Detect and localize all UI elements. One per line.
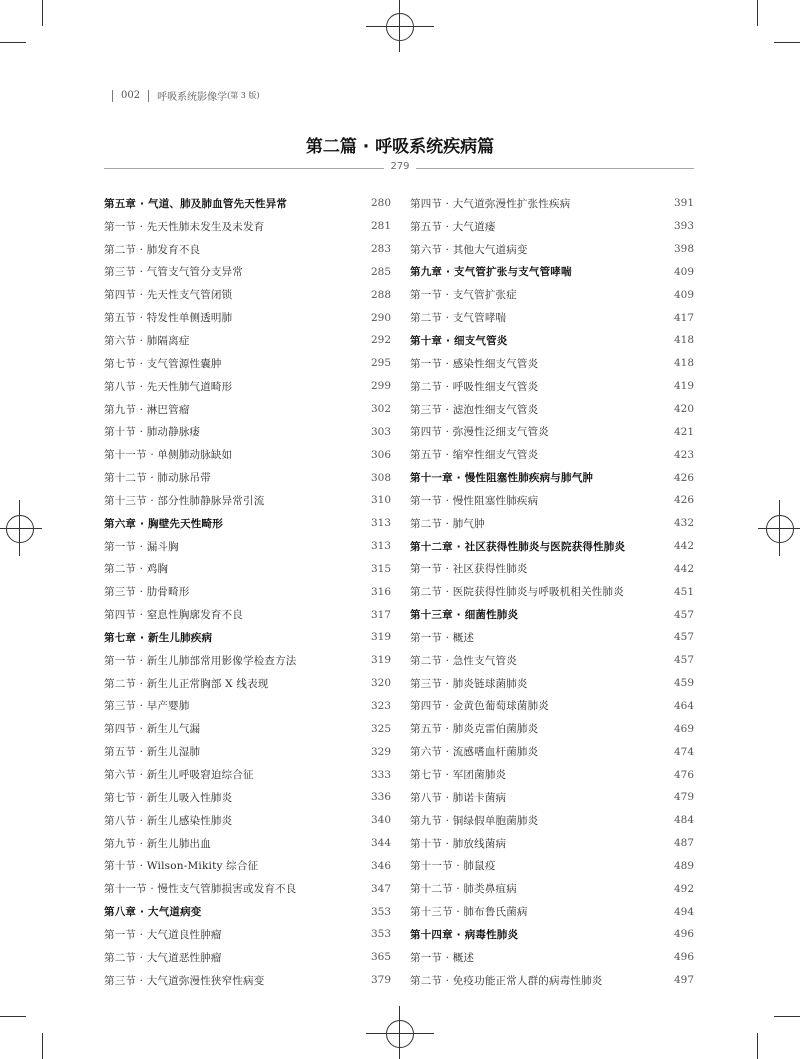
page-number: 280 <box>370 197 391 210</box>
section-title: 第十节 · 肺放线菌病 <box>410 837 507 850</box>
section-title: 第十三节 · 部分性肺静脉异常引流 <box>104 494 265 507</box>
toc-section-entry[interactable] <box>410 375 694 398</box>
toc-section-entry[interactable] <box>104 695 391 718</box>
toc-section-entry[interactable] <box>410 763 694 786</box>
toc-section-entry[interactable] <box>410 946 694 969</box>
section-title: 第一节 · 漏斗胸 <box>104 540 179 553</box>
toc-right-column <box>410 192 694 992</box>
section-title: 第五节 · 肺炎克雷伯菌肺炎 <box>410 723 539 736</box>
toc-section-entry[interactable] <box>410 649 694 672</box>
toc-section-entry[interactable] <box>104 672 391 695</box>
page-number: 489 <box>673 859 694 872</box>
chapter-title: 第十二章 · 社区获得性肺炎与医院获得性肺炎 <box>410 540 626 553</box>
page-number: 283 <box>370 243 391 256</box>
page-number: 457 <box>673 608 694 621</box>
page-number: 417 <box>673 311 694 324</box>
section-title: 第十二节 · 肺动脉吊带 <box>104 472 211 485</box>
page-number: 457 <box>673 654 694 667</box>
toc-section-entry[interactable] <box>410 558 694 581</box>
toc-chapter-entry[interactable] <box>410 261 694 284</box>
section-title: 第二节 · 急性支气管炎 <box>410 654 517 667</box>
toc-section-entry[interactable] <box>410 443 694 466</box>
page-number: 492 <box>673 882 694 895</box>
page-number: 315 <box>370 562 391 575</box>
toc-chapter-entry[interactable] <box>410 923 694 946</box>
toc-chapter-entry[interactable] <box>104 512 391 535</box>
page-number: 459 <box>673 677 694 690</box>
page-number: 302 <box>370 403 391 416</box>
chapter-title: 第十四章 · 病毒性肺炎 <box>410 928 519 941</box>
part-title: 第二篇 · 呼吸系统疾病篇 <box>305 137 495 157</box>
page-number: 323 <box>370 699 391 712</box>
toc-section-entry[interactable] <box>104 923 391 946</box>
page-number: 423 <box>673 448 694 461</box>
toc-chapter-entry[interactable] <box>104 900 391 923</box>
page-number: 310 <box>370 494 391 507</box>
section-title: 第三节 · 气管支气管分支异常 <box>104 266 244 279</box>
toc-section-entry[interactable] <box>410 283 694 306</box>
section-title: 第十一节 · 慢性支气管肺损害或发育不良 <box>104 883 297 896</box>
page-number: 313 <box>370 540 391 553</box>
toc-section-entry[interactable] <box>410 969 694 992</box>
toc-section-entry[interactable] <box>104 558 391 581</box>
page-number: 316 <box>370 585 391 598</box>
section-title: 第三节 · 肋骨畸形 <box>104 586 190 599</box>
toc-section-entry[interactable] <box>410 877 694 900</box>
toc-section-entry[interactable] <box>104 946 391 969</box>
toc-chapter-entry[interactable] <box>410 329 694 352</box>
section-title: 第四节 · 弥漫性泛细支气管炎 <box>410 426 550 439</box>
toc-chapter-entry[interactable] <box>410 603 694 626</box>
toc-chapter-entry[interactable] <box>104 192 391 215</box>
toc-section-entry[interactable] <box>104 215 391 238</box>
crop-mark <box>757 0 758 26</box>
title-rule-right <box>416 168 694 169</box>
running-header <box>104 88 260 103</box>
toc-section-entry[interactable] <box>104 261 391 284</box>
page-number: 426 <box>673 471 694 484</box>
chapter-title: 第十三章 · 细菌性肺炎 <box>410 609 519 622</box>
page-number: 419 <box>673 380 694 393</box>
chapter-title: 第十一章 · 慢性阻塞性肺疾病与肺气肿 <box>410 472 594 485</box>
section-title: 第二节 · 肺发育不良 <box>104 243 201 256</box>
page-number: 347 <box>370 882 391 895</box>
chapter-title: 第八章 · 大气道病变 <box>104 906 202 919</box>
toc-section-entry[interactable] <box>104 375 391 398</box>
toc-section-entry[interactable] <box>410 398 694 421</box>
page-number: 476 <box>673 768 694 781</box>
page-number: 420 <box>673 403 694 416</box>
section-title: 第五节 · 特发性单侧透明肺 <box>104 312 233 325</box>
section-title: 第九节 · 淋巴管瘤 <box>104 403 190 416</box>
page-number: 336 <box>370 791 391 804</box>
toc-section-entry[interactable] <box>410 900 694 923</box>
page-number: 365 <box>370 951 391 964</box>
toc-chapter-entry[interactable] <box>104 626 391 649</box>
page-number: 308 <box>370 471 391 484</box>
page-number: 464 <box>673 699 694 712</box>
section-title: 第八节 · 新生儿感染性肺炎 <box>104 814 233 827</box>
toc-section-entry[interactable] <box>104 740 391 763</box>
toc-section-entry[interactable] <box>410 420 694 443</box>
page-number: 432 <box>673 517 694 530</box>
section-title: 第四节 · 窒息性胸廓发育不良 <box>104 609 244 622</box>
page-number: 379 <box>370 974 391 987</box>
section-title: 第十一节 · 单侧肺动脉缺如 <box>104 449 233 462</box>
section-title: 第一节 · 社区获得性肺炎 <box>410 563 528 576</box>
toc-section-entry[interactable] <box>104 854 391 877</box>
chapter-title: 第九章 · 支气管扩张与支气管哮喘 <box>410 266 572 279</box>
page-number: 426 <box>673 494 694 507</box>
page-number: 479 <box>673 791 694 804</box>
page-number: 319 <box>370 631 391 644</box>
toc-section-entry[interactable] <box>410 306 694 329</box>
toc-section-entry[interactable] <box>410 854 694 877</box>
toc-section-entry[interactable] <box>104 398 391 421</box>
page-number: 497 <box>673 974 694 987</box>
page-number: 353 <box>370 928 391 941</box>
section-title: 第五节 · 缩窄性细支气管炎 <box>410 449 539 462</box>
header-book-title: 呼吸系统影像学 <box>157 92 228 103</box>
registration-line <box>366 1033 434 1034</box>
page-number: 398 <box>673 243 694 256</box>
section-title: 第二节 · 鸡胸 <box>104 563 169 576</box>
toc-left-column <box>104 192 391 992</box>
section-title: 第七节 · 新生儿吸入性肺炎 <box>104 791 233 804</box>
page-number: 393 <box>673 220 694 233</box>
registration-mark-right <box>766 515 794 543</box>
toc-section-entry[interactable] <box>104 283 391 306</box>
section-title: 第三节 · 肺炎链球菌肺炎 <box>410 677 528 690</box>
chapter-title: 第六章 · 胸壁先天性畸形 <box>104 517 223 530</box>
registration-mark-bottom <box>386 1020 414 1048</box>
registration-line <box>779 500 780 556</box>
toc-section-entry[interactable] <box>104 466 391 489</box>
section-title: 第十节 · Wilson-Mikity 综合征 <box>104 860 259 873</box>
page-number: 391 <box>673 197 694 210</box>
section-title: 第八节 · 先天性肺气道畸形 <box>104 380 233 393</box>
crop-mark <box>757 1033 758 1059</box>
toc-section-entry[interactable] <box>104 832 391 855</box>
page-number: 319 <box>370 654 391 667</box>
crop-mark <box>0 1016 26 1017</box>
toc-section-entry[interactable] <box>104 420 391 443</box>
page-number: 295 <box>370 357 391 370</box>
toc-section-entry[interactable] <box>104 352 391 375</box>
section-title: 第四节 · 金黄色葡萄球菌肺炎 <box>410 700 550 713</box>
page-number: 487 <box>673 837 694 850</box>
section-title: 第一节 · 大气道良性肿瘤 <box>104 928 222 941</box>
section-title: 第六节 · 新生儿呼吸窘迫综合征 <box>104 769 254 782</box>
page-number: 409 <box>673 265 694 278</box>
section-title: 第三节 · 大气道弥漫性狭窄性病变 <box>104 974 265 987</box>
section-title: 第七节 · 军团菌肺炎 <box>410 769 507 782</box>
page-number: 474 <box>673 745 694 758</box>
crop-mark <box>774 1016 800 1017</box>
section-title: 第六节 · 流感嗜血杆菌肺炎 <box>410 746 539 759</box>
toc-section-entry[interactable] <box>104 489 391 512</box>
page-number: 496 <box>673 928 694 941</box>
page-number: 494 <box>673 905 694 918</box>
page-number: 340 <box>370 814 391 827</box>
toc-section-entry[interactable] <box>104 969 391 992</box>
crop-mark <box>774 42 800 43</box>
toc-section-entry[interactable] <box>410 695 694 718</box>
section-title: 第六节 · 肺隔离症 <box>104 334 190 347</box>
section-title: 第九节 · 新生儿肺出血 <box>104 837 211 850</box>
section-title: 第一节 · 新生儿肺部常用影像学检查方法 <box>104 654 297 667</box>
page-number: 333 <box>370 768 391 781</box>
section-title: 第一节 · 概述 <box>410 951 475 964</box>
page-number: 317 <box>370 608 391 621</box>
toc-section-entry[interactable] <box>104 717 391 740</box>
page-number: 285 <box>370 265 391 278</box>
section-title: 第四节 · 大气道弥漫性扩张性疾病 <box>410 197 571 210</box>
page-number: 353 <box>370 905 391 918</box>
page-number: 288 <box>370 288 391 301</box>
section-title: 第九节 · 铜绿假单胞菌肺炎 <box>410 814 539 827</box>
header-edition: (第 3 版) <box>227 91 260 100</box>
page-number: 418 <box>673 357 694 370</box>
section-title: 第一节 · 慢性阻塞性肺疾病 <box>410 494 539 507</box>
toc-section-entry[interactable] <box>410 740 694 763</box>
page-number: 329 <box>370 745 391 758</box>
toc-section-entry[interactable] <box>410 626 694 649</box>
toc-chapter-entry[interactable] <box>410 466 694 489</box>
page-number: 303 <box>370 425 391 438</box>
section-title: 第六节 · 其他大气道病变 <box>410 243 528 256</box>
page-number: 281 <box>370 220 391 233</box>
page-number: 496 <box>673 951 694 964</box>
section-title: 第四节 · 先天性支气管闭锁 <box>104 289 233 302</box>
page-number: 457 <box>673 631 694 644</box>
crop-mark <box>42 1033 43 1059</box>
header-divider <box>148 90 149 102</box>
toc-section-entry[interactable] <box>104 603 391 626</box>
page-number: 451 <box>673 585 694 598</box>
section-title: 第二节 · 大气道恶性肿瘤 <box>104 951 222 964</box>
section-title: 第二节 · 支气管哮喘 <box>410 312 507 325</box>
toc-section-entry[interactable] <box>104 877 391 900</box>
section-title: 第一节 · 概述 <box>410 631 475 644</box>
toc-section-entry[interactable] <box>410 786 694 809</box>
toc-section-entry[interactable] <box>410 832 694 855</box>
crop-mark <box>42 0 43 26</box>
toc-section-entry[interactable] <box>104 329 391 352</box>
page-number: 344 <box>370 837 391 850</box>
toc-section-entry[interactable] <box>410 717 694 740</box>
page-number: 313 <box>370 517 391 530</box>
page-number: 325 <box>370 722 391 735</box>
section-title: 第一节 · 先天性肺未发生及未发育 <box>104 220 265 233</box>
section-title: 第五节 · 新生儿湿肺 <box>104 746 201 759</box>
toc-section-entry[interactable] <box>410 238 694 261</box>
header-page-number: 002 <box>121 90 141 101</box>
section-title: 第二节 · 新生儿正常胸部 X 线表现 <box>104 677 269 690</box>
page-number: 346 <box>370 859 391 872</box>
toc-section-entry[interactable] <box>104 786 391 809</box>
section-title: 第二节 · 肺气肿 <box>410 517 485 530</box>
toc-section-entry[interactable] <box>410 672 694 695</box>
toc-section-entry[interactable] <box>410 580 694 603</box>
registration-mark-top <box>386 13 414 41</box>
section-title: 第四节 · 新生儿气漏 <box>104 723 201 736</box>
page-number: 306 <box>370 448 391 461</box>
toc-section-entry[interactable] <box>104 535 391 558</box>
toc-section-entry[interactable] <box>104 649 391 672</box>
section-title: 第三节 · 滤泡性细支气管炎 <box>410 403 539 416</box>
header-divider <box>112 90 113 102</box>
toc-section-entry[interactable] <box>410 215 694 238</box>
page-number: 418 <box>673 334 694 347</box>
section-title: 第十三节 · 肺布鲁氏菌病 <box>410 906 528 919</box>
toc-section-entry[interactable] <box>410 489 694 512</box>
toc-section-entry[interactable] <box>410 192 694 215</box>
section-title: 第十二节 · 肺类鼻疽病 <box>410 883 517 896</box>
section-title: 第五节 · 大气道瘘 <box>410 220 496 233</box>
section-title: 第二节 · 医院获得性肺炎与呼吸机相关性肺炎 <box>410 586 624 599</box>
page-number: 442 <box>673 562 694 575</box>
section-title: 第三节 · 早产婴肺 <box>104 700 190 713</box>
chapter-title: 第五章 · 气道、肺及肺血管先天性异常 <box>104 197 288 210</box>
part-page-number: 279 <box>390 161 410 172</box>
toc-section-entry[interactable] <box>104 580 391 603</box>
registration-mark-left <box>6 515 34 543</box>
page-number: 292 <box>370 334 391 347</box>
page-number: 421 <box>673 425 694 438</box>
toc-section-entry[interactable] <box>104 306 391 329</box>
registration-line <box>0 528 42 529</box>
section-title: 第七节 · 支气管源性囊肿 <box>104 357 222 370</box>
toc-chapter-entry[interactable] <box>410 535 694 558</box>
page-number: 290 <box>370 311 391 324</box>
section-title: 第八节 · 肺诺卡菌病 <box>410 791 507 804</box>
page-number: 299 <box>370 380 391 393</box>
toc-section-entry[interactable] <box>104 763 391 786</box>
registration-line <box>19 500 20 556</box>
chapter-title: 第七章 · 新生儿肺疾病 <box>104 631 213 644</box>
section-title: 第一节 · 支气管扩张症 <box>410 289 517 302</box>
section-title: 第十一节 · 肺鼠疫 <box>410 860 496 873</box>
section-title: 第二节 · 免疫功能正常人群的病毒性肺炎 <box>410 974 603 987</box>
toc-section-entry[interactable] <box>410 352 694 375</box>
page-number: 320 <box>370 677 391 690</box>
page-number: 409 <box>673 288 694 301</box>
toc-section-entry[interactable] <box>104 238 391 261</box>
section-title: 第十节 · 肺动静脉瘘 <box>104 426 201 439</box>
page-number: 484 <box>673 814 694 827</box>
section-title: 第二节 · 呼吸性细支气管炎 <box>410 380 539 393</box>
crop-mark <box>0 42 26 43</box>
chapter-title: 第十章 · 细支气管炎 <box>410 334 508 347</box>
section-title: 第一节 · 感染性细支气管炎 <box>410 357 539 370</box>
page-number: 469 <box>673 722 694 735</box>
toc-section-entry[interactable] <box>410 809 694 832</box>
toc-section-entry[interactable] <box>104 443 391 466</box>
registration-line <box>366 26 434 27</box>
toc-section-entry[interactable] <box>104 809 391 832</box>
toc-section-entry[interactable] <box>410 512 694 535</box>
page-number: 442 <box>673 540 694 553</box>
